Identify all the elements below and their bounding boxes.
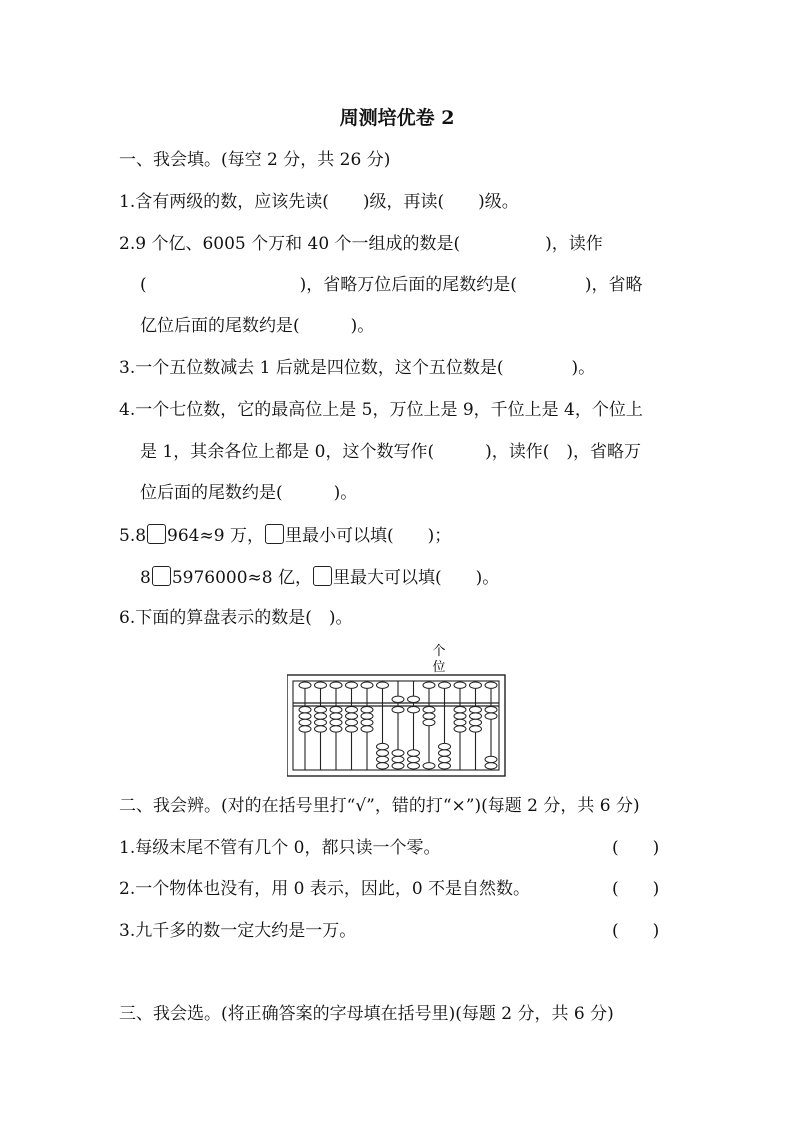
- q5-line2-middle: 5976000≈8 亿，: [171, 568, 313, 588]
- abacus-lower-bead-rest: [377, 750, 389, 756]
- abacus-lower-bead-active: [408, 707, 420, 713]
- q5-line2-prefix: 8: [140, 568, 151, 588]
- judge-item-2-text: 2.一个物体也没有，用 0 表示，因此，0 不是自然数。: [119, 879, 531, 899]
- abacus-lower-bead-active: [423, 707, 435, 713]
- judge-item-3-text: 3.九千多的数一定大约是一万。: [119, 921, 357, 941]
- abacus-upper-bead: [377, 682, 389, 688]
- abacus-upper-bead: [315, 682, 327, 688]
- abacus-lower-bead-rest: [408, 763, 420, 769]
- abacus-lower-bead-rest: [485, 763, 497, 769]
- abacus-lower-bead-active: [346, 726, 358, 732]
- abacus-lower-bead-rest: [439, 750, 451, 756]
- abacus-lower-bead-rest: [408, 756, 420, 762]
- abacus-lower-bead-active: [361, 707, 373, 713]
- question-1-4-line-3: 位后面的尾数约是( )。: [140, 483, 358, 503]
- abacus-lower-bead-rest: [439, 763, 451, 769]
- abacus-lower-bead-rest: [377, 743, 389, 749]
- abacus-lower-bead-active: [454, 726, 466, 732]
- blank-box-icon: [147, 524, 166, 544]
- section-2-heading: 二、我会辨。(对的在括号里打“√”，错的打“×”)(每题 2 分，共 6 分): [119, 796, 640, 816]
- q5-line1-prefix: 5.8: [119, 526, 147, 546]
- abacus-lower-bead-active: [315, 713, 327, 719]
- abacus-lower-bead-active: [299, 707, 311, 713]
- question-1-2-line-3: 亿位后面的尾数约是( )。: [140, 316, 375, 336]
- judge-item-3-answer: ( ): [612, 921, 660, 941]
- abacus-lower-bead-active: [361, 726, 373, 732]
- question-1-2-line-1: 2.9 个亿、6005 个万和 40 个一组成的数是( )，读作: [119, 234, 603, 254]
- abacus-lower-bead-rest: [377, 756, 389, 762]
- abacus-lower-bead-active: [330, 719, 342, 725]
- abacus-lower-bead-active: [423, 713, 435, 719]
- abacus-lower-bead-rest: [377, 763, 389, 769]
- abacus-upper-bead: [485, 682, 497, 688]
- abacus-lower-bead-active: [454, 719, 466, 725]
- section-1-heading: 一、我会填。(每空 2 分，共 26 分): [119, 150, 391, 170]
- abacus-lower-bead-active: [470, 707, 482, 713]
- question-1-4-line-2: 是 1，其余各位上都是 0，这个数写作( )，读作( )，省略万: [140, 442, 641, 462]
- abacus-lower-bead-active: [470, 713, 482, 719]
- abacus-lower-bead-active: [485, 713, 497, 719]
- abacus-label-wei: 位: [432, 660, 446, 675]
- abacus-lower-bead-active: [470, 726, 482, 732]
- blank-box-icon: [152, 566, 171, 586]
- judge-item-1-text: 1.每级末尾不管有几个 0，都只读一个零。: [119, 838, 441, 858]
- abacus-upper-bead: [361, 682, 373, 688]
- abacus-lower-bead-active: [423, 719, 435, 725]
- abacus-lower-bead-rest: [392, 756, 404, 762]
- abacus-lower-bead-active: [330, 726, 342, 732]
- question-1-3: 3.一个五位数减去 1 后就是四位数，这个五位数是( )。: [119, 358, 596, 378]
- abacus-label-ge: 个: [432, 644, 446, 659]
- abacus-lower-bead-rest: [485, 756, 497, 762]
- abacus-lower-bead-active: [485, 707, 497, 713]
- abacus-lower-bead-active: [330, 713, 342, 719]
- abacus-lower-bead-rest: [439, 743, 451, 749]
- abacus-upper-bead: [454, 682, 466, 688]
- abacus-figure: [287, 642, 507, 778]
- abacus-upper-bead: [330, 682, 342, 688]
- abacus-lower-bead-active: [299, 713, 311, 719]
- abacus-lower-bead-active: [299, 726, 311, 732]
- blank-box-icon: [265, 524, 284, 544]
- question-1-1: 1.含有两级的数，应该先读( )级，再读( )级。: [119, 192, 519, 212]
- abacus-upper-bead: [408, 696, 420, 702]
- question-1-4-line-1: 4.一个七位数，它的最高位上是 5，万位上是 9，千位上是 4，个位上: [119, 400, 643, 420]
- q5-line2-suffix: 里最大可以填( )。: [333, 568, 500, 588]
- section-3-heading: 三、我会选。(将正确答案的字母填在括号里)(每题 2 分，共 6 分): [119, 1004, 614, 1024]
- abacus-upper-bead: [392, 696, 404, 702]
- abacus-lower-bead-rest: [439, 756, 451, 762]
- judge-item-2-answer: ( ): [612, 879, 660, 899]
- q5-line1-suffix: 里最小可以填( )；: [284, 526, 452, 546]
- abacus-upper-bead: [423, 682, 435, 688]
- abacus-lower-bead-active: [299, 719, 311, 725]
- abacus-lower-bead-rest: [392, 750, 404, 756]
- abacus-upper-bead: [470, 682, 482, 688]
- question-1-5-line-1: [119, 524, 451, 548]
- abacus-upper-bead: [439, 682, 451, 688]
- abacus-lower-bead-active: [315, 707, 327, 713]
- abacus-lower-bead-active: [330, 707, 342, 713]
- abacus-lower-bead-active: [454, 707, 466, 713]
- judge-item-1-answer: ( ): [612, 838, 660, 858]
- abacus-lower-bead-active: [315, 726, 327, 732]
- abacus-lower-bead-active: [392, 707, 404, 713]
- page-title: 周测培优卷 2: [339, 107, 455, 129]
- abacus-lower-bead-active: [361, 713, 373, 719]
- q5-line1-middle: 964≈9 万，: [167, 526, 264, 546]
- abacus-lower-bead-rest: [408, 750, 420, 756]
- abacus-lower-bead-active: [361, 719, 373, 725]
- abacus-lower-bead-active: [315, 719, 327, 725]
- blank-box-icon: [313, 566, 332, 586]
- abacus-lower-bead-rest: [423, 763, 435, 769]
- abacus-lower-bead-active: [346, 713, 358, 719]
- question-1-2-line-2: ( )，省略万位后面的尾数约是( )，省略: [140, 275, 643, 295]
- question-1-5-line-2: [140, 566, 499, 590]
- abacus-lower-bead-active: [346, 707, 358, 713]
- question-1-6: 6.下面的算盘表示的数是( )。: [119, 608, 353, 628]
- abacus-lower-bead-active: [454, 713, 466, 719]
- abacus-lower-bead-rest: [392, 763, 404, 769]
- abacus-lower-bead-active: [470, 719, 482, 725]
- abacus-upper-bead: [299, 682, 311, 688]
- abacus-lower-bead-active: [346, 719, 358, 725]
- abacus-upper-bead: [346, 682, 358, 688]
